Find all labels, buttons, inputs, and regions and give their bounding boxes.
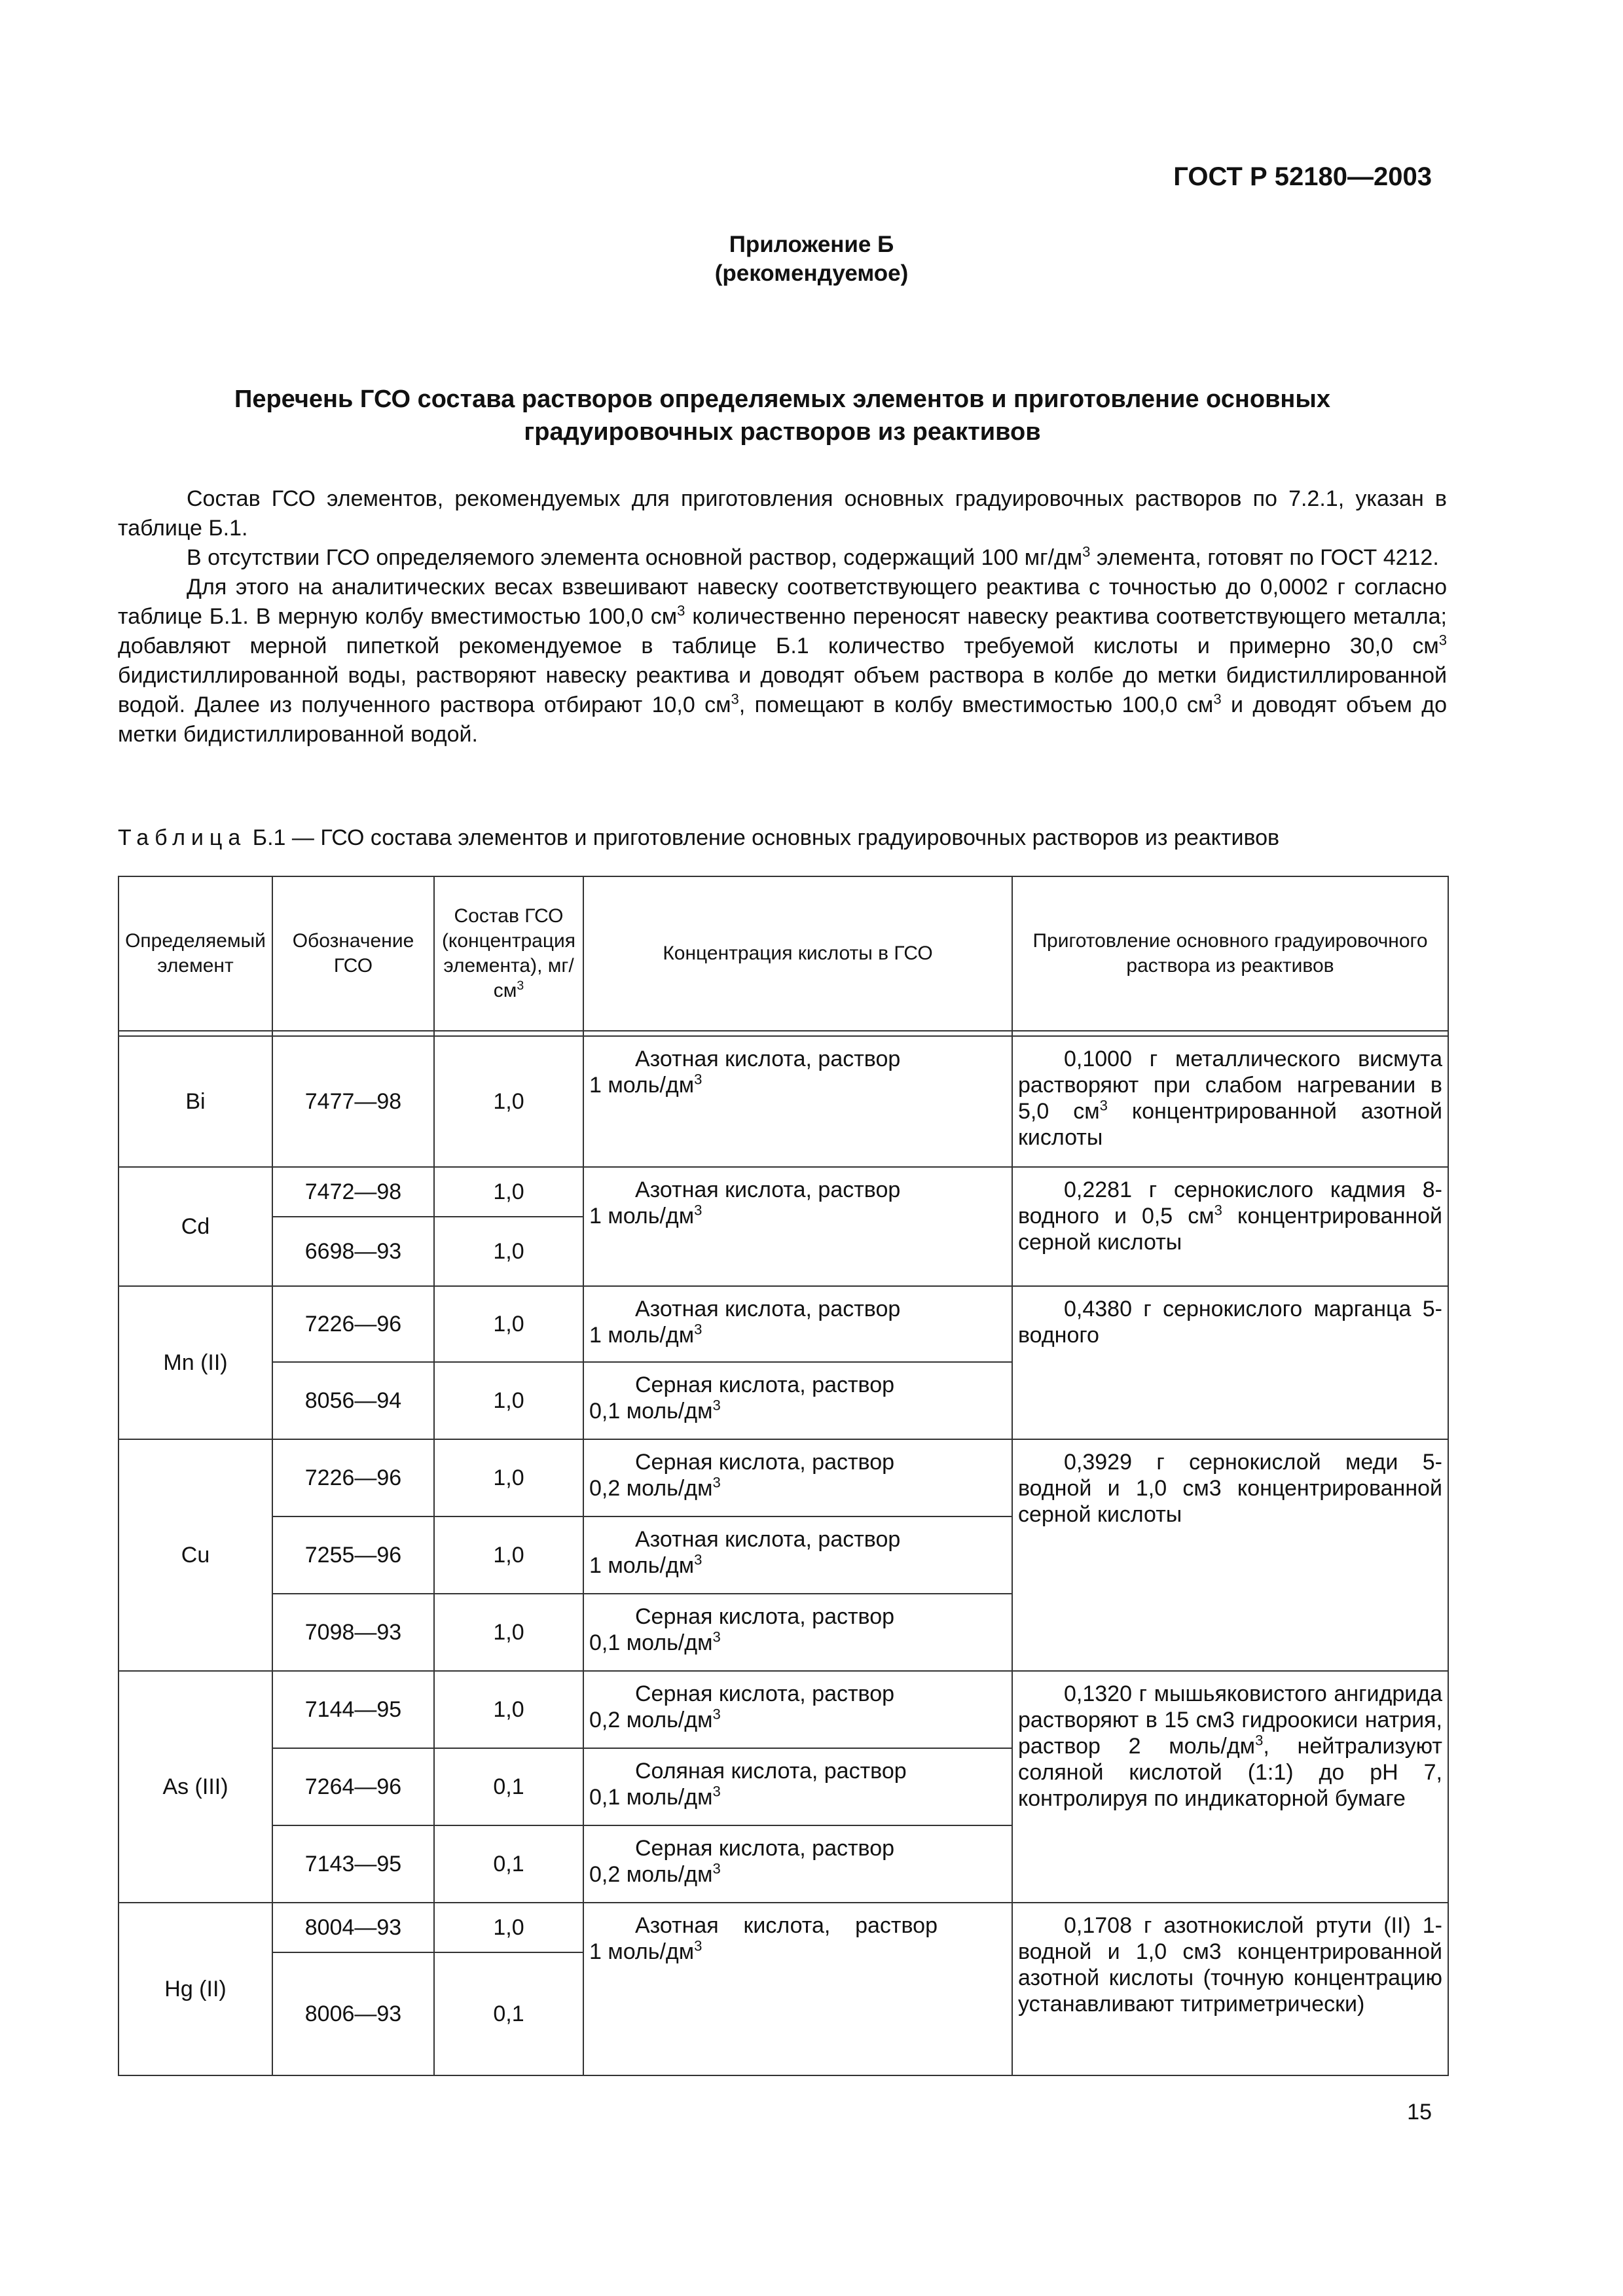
table-row: [119, 1671, 1448, 1748]
composition-cell: 1,0: [434, 1217, 583, 1286]
appendix-status: (рекомендуемое): [714, 260, 909, 286]
header-prep: Приготовление основного градуировочного раствора из реактивов: [1012, 876, 1448, 1031]
designation-cell: 7472—98: [272, 1167, 434, 1217]
prep-cell: 0,4380 г сернокислого марганца 5-водного: [1012, 1286, 1448, 1439]
acid-cell: Азотная кислота, раствор 1 моль/$дм^3$: [583, 1516, 1012, 1594]
composition-cell: 0,1: [434, 1748, 583, 1825]
header-separator: [119, 1031, 1448, 1036]
acid-cell: Серная кислота, раствор 0,2 моль/$дм^3$: [583, 1439, 1012, 1516]
designation-cell: 7255—96: [272, 1516, 434, 1594]
acid-cell: Азотная кислота, раствор 1 моль/$дм^3$: [583, 1167, 1012, 1286]
acid-cell: Соляная кислота, раствор 0,1 моль/$дм^3$: [583, 1748, 1012, 1825]
composition-cell: 1,0: [434, 1167, 583, 1217]
prep-cell: 0,1320 г мышьяковистого ангидрида растворяют в 15 см3 гидроокиси натрия, раствор 2 моль/$дм^3$, нейтрализуют соляной кислотой (1:1) до pH 7, контролируя по индикаторной бумаге: [1012, 1671, 1448, 1903]
composition-cell: 0,1: [434, 1825, 583, 1903]
acid-cell: Азотная кислота, раствор 1 моль/$дм^3$: [583, 1903, 1012, 2075]
element-cell: Cu: [119, 1439, 272, 1671]
designation-cell: 8056—94: [272, 1362, 434, 1439]
prep-cell: 0,3929 г сернокислой меди 5-водной и 1,0 см3 концентрированной серной кислоты: [1012, 1439, 1448, 1671]
table-row: [119, 1167, 1448, 1217]
designation-cell: 7098—93: [272, 1594, 434, 1671]
element-cell: As (III): [119, 1671, 272, 1903]
table-row: [119, 1286, 1448, 1362]
composition-cell: 1,0: [434, 1594, 583, 1671]
acid-cell: Серная кислота, раствор 0,2 моль/$дм^3$: [583, 1825, 1012, 1903]
composition-cell: 0,1: [434, 1952, 583, 2075]
header-acid: Концентрация кислоты в ГСО: [583, 876, 1012, 1031]
prep-cell: 0,1000 г металлического висмута растворяют при слабом нагревании в 5,0 $см^3$ концентрированной азотной кислоты: [1012, 1036, 1448, 1167]
designation-cell: 6698—93: [272, 1217, 434, 1286]
body-text: [118, 484, 1447, 749]
designation-cell: 7264—96: [272, 1748, 434, 1825]
designation-cell: 7226—96: [272, 1439, 434, 1516]
acid-cell: Серная кислота, раствор 0,2 моль/$дм^3$: [583, 1671, 1012, 1748]
element-cell: Mn (II): [119, 1286, 272, 1439]
designation-cell: 7226—96: [272, 1286, 434, 1362]
acid-cell: Серная кислота, раствор 0,1 моль/$дм^3$: [583, 1594, 1012, 1671]
acid-cell: Серная кислота, раствор 0,1 моль/$дм^3$: [583, 1362, 1012, 1439]
paragraph-3: Для этого на аналитических весах взвешивают навеску соответствующего реактива с точностью до 0,0002 г согласно таблице Б.1. В мерную колбу вместимостью 100,0 $см^3$ количественно переносят навеску реактива соответствующего металла; добавляют мерной пипеткой рекомендуемое в таблице Б.1 количество требуемой кислоты и примерно 30,0 $см^3$ бидистиллированной воды, растворяют навеску реактива и доводят объем раствора в колбе до метки бидистиллированной водой. Далее из полученного раствора отбирают 10,0 $см^3$, помещают в колбу вместимостью 100,0 $см^3$ и доводят объем до метки бидистиллированной водой.: [118, 575, 1447, 747]
designation-cell: 8006—93: [272, 1952, 434, 2075]
acid-cell: Азотная кислота, раствор 1 моль/$дм^3$: [583, 1036, 1012, 1167]
designation-cell: 7143—95: [272, 1825, 434, 1903]
appendix-title: [118, 383, 1447, 448]
composition-cell: 1,0: [434, 1439, 583, 1516]
gso-table: [118, 876, 1449, 2076]
composition-cell: 1,0: [434, 1286, 583, 1362]
composition-cell: 1,0: [434, 1362, 583, 1439]
prep-cell: 0,1708 г азотнокислой ртути (II) 1-водной и 1,0 см3 концентрированной азотной кислоты (точную концентрацию устанавливают титриметрически): [1012, 1903, 1448, 2075]
standard-number: ГОСТ Р 52180—2003: [1173, 162, 1432, 191]
paragraph-1: Состав ГСО элементов, рекомендуемых для приготовления основных градуировочных растворов по 7.2.1, указан в таблице Б.1.: [118, 486, 1447, 541]
title-line-1: Перечень ГСО состава растворов определяемых элементов и приготовление основных: [234, 386, 1330, 413]
element-cell: Cd: [119, 1167, 272, 1286]
designation-cell: 7477—98: [272, 1036, 434, 1167]
table-row: [119, 1903, 1448, 1952]
element-cell: Bi: [119, 1036, 272, 1167]
table-row: [119, 1036, 1448, 1167]
prep-cell: 0,2281 г сернокислого кадмия 8-водного и 0,5 $см^3$ концентрированной серной кислоты: [1012, 1167, 1448, 1286]
header-element: Определяемый элемент: [119, 876, 272, 1031]
table-header-row: [119, 876, 1448, 1031]
composition-cell: 1,0: [434, 1671, 583, 1748]
title-line-2: градуировочных растворов из реактивов: [524, 418, 1041, 446]
header-designation: Обозначение ГСО: [272, 876, 434, 1031]
composition-cell: 1,0: [434, 1516, 583, 1594]
table-row: [119, 1439, 1448, 1516]
composition-cell: 1,0: [434, 1903, 583, 1952]
acid-cell: Азотная кислота, раствор 1 моль/$дм^3$: [583, 1286, 1012, 1362]
designation-cell: 8004—93: [272, 1903, 434, 1952]
header-composition: Состав ГСО (концентрация элемента), $мг/см^3$: [434, 876, 583, 1031]
element-cell: Hg (II): [119, 1903, 272, 2075]
designation-cell: 7144—95: [272, 1671, 434, 1748]
table-caption: Таблица Б.1 — ГСО состава элементов и приготовление основных градуировочных растворов из реактивов: [118, 825, 1280, 850]
appendix-label: Приложение Б: [729, 232, 894, 257]
paragraph-2: В отсутствии ГСО определяемого элемента основной раствор, содержащий 100 $мг/дм^3$ элемента, готовят по ГОСТ 4212.: [187, 543, 1439, 570]
page-number: 15: [1407, 2100, 1432, 2125]
composition-cell: 1,0: [434, 1036, 583, 1167]
